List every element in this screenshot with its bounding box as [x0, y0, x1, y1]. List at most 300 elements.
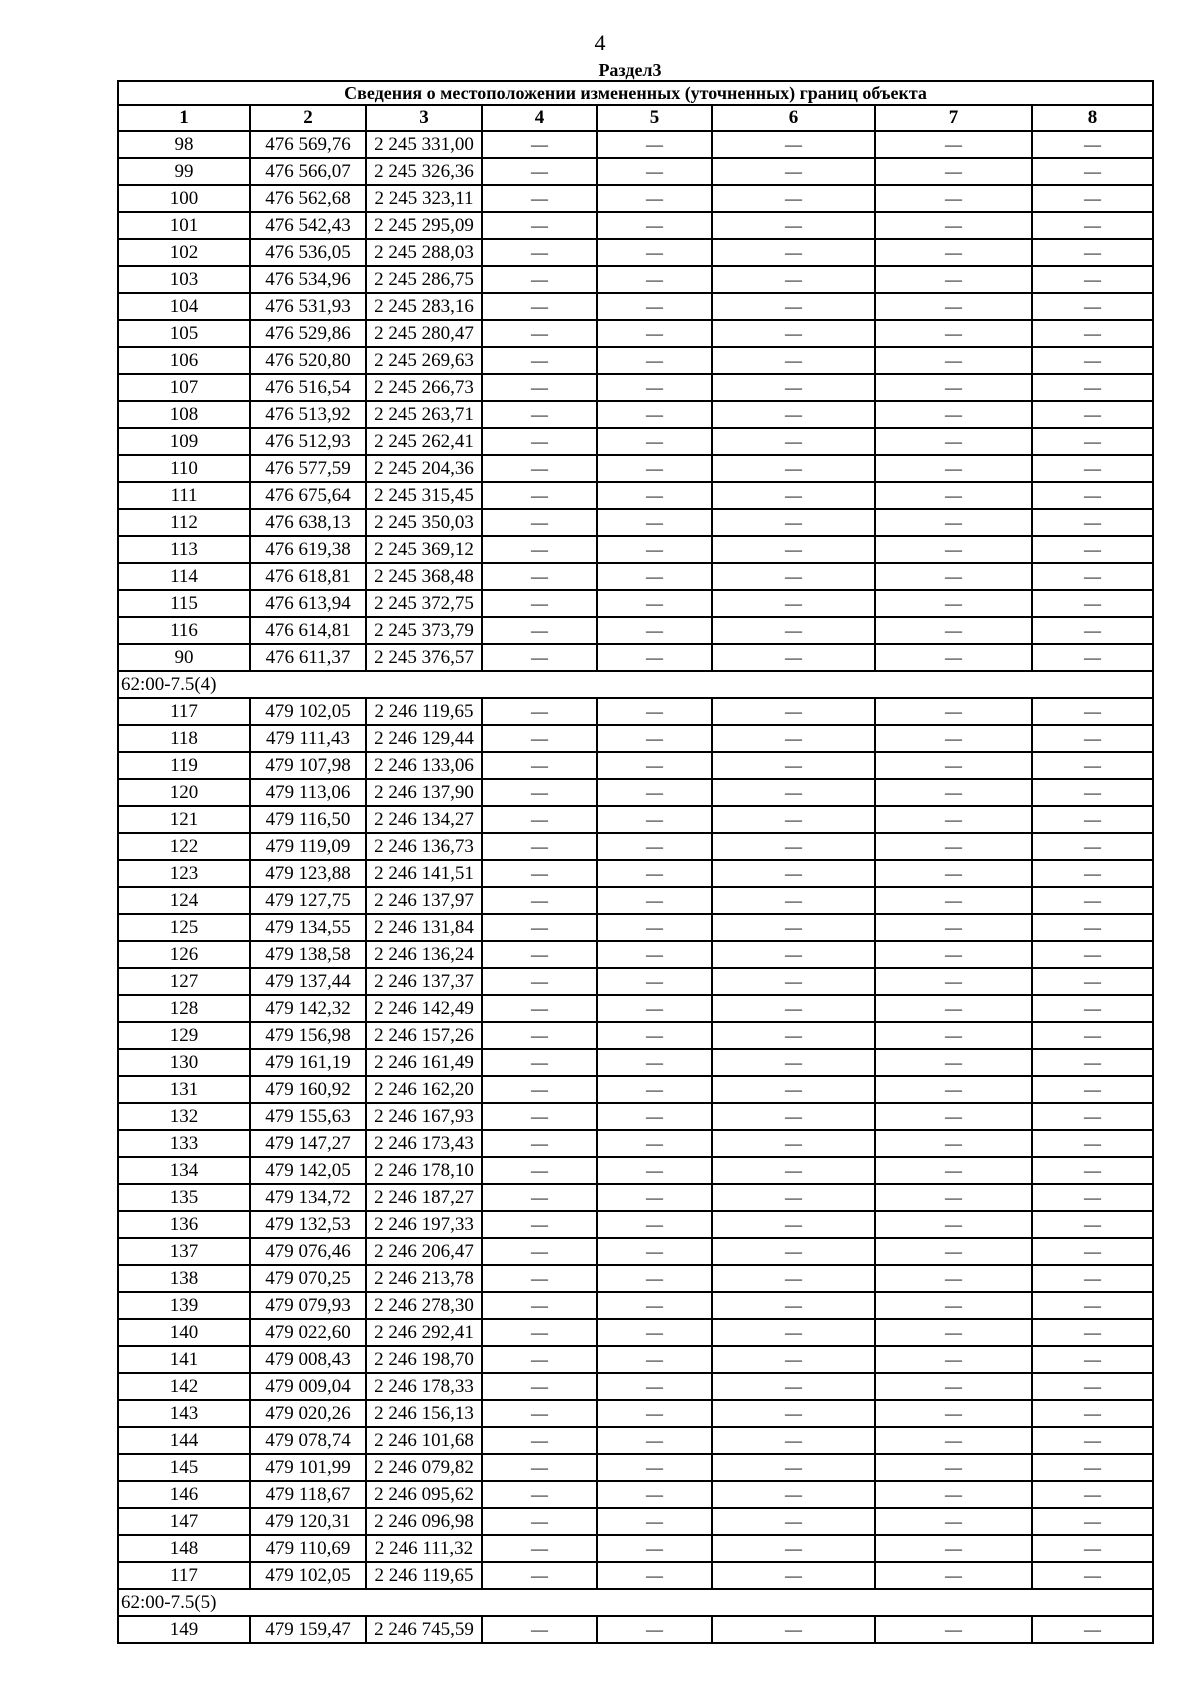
empty-value-dash: — [597, 1373, 712, 1400]
y-coordinate-cell: 2 245 368,48 [366, 563, 482, 590]
empty-value-dash: — [875, 887, 1032, 914]
empty-value-dash: — [875, 1076, 1032, 1103]
empty-value-dash: — [875, 1454, 1032, 1481]
point-number-cell: 104 [118, 293, 250, 320]
x-coordinate-cell: 479 142,05 [250, 1157, 366, 1184]
empty-value-dash: — [712, 887, 875, 914]
y-coordinate-cell: 2 245 372,75 [366, 590, 482, 617]
table-row [118, 1076, 1153, 1103]
empty-value-dash: — [712, 239, 875, 266]
empty-value-dash: — [482, 239, 597, 266]
x-coordinate-cell: 479 022,60 [250, 1319, 366, 1346]
empty-value-dash: — [597, 806, 712, 833]
empty-value-dash: — [1032, 1211, 1153, 1238]
point-number-cell: 109 [118, 428, 250, 455]
empty-value-dash: — [482, 1211, 597, 1238]
column-header: 6 [712, 105, 875, 131]
point-number-cell: 129 [118, 1022, 250, 1049]
empty-value-dash: — [597, 131, 712, 158]
x-coordinate-cell: 479 134,72 [250, 1184, 366, 1211]
x-coordinate-cell: 476 566,07 [250, 158, 366, 185]
empty-value-dash: — [875, 1373, 1032, 1400]
empty-value-dash: — [597, 860, 712, 887]
point-number-cell: 103 [118, 266, 250, 293]
empty-value-dash: — [712, 1130, 875, 1157]
empty-value-dash: — [875, 860, 1032, 887]
empty-value-dash: — [482, 1184, 597, 1211]
point-number-cell: 148 [118, 1535, 250, 1562]
empty-value-dash: — [482, 320, 597, 347]
empty-value-dash: — [712, 563, 875, 590]
column-number-row [118, 105, 1153, 131]
x-coordinate-cell: 479 159,47 [250, 1616, 366, 1643]
x-coordinate-cell: 476 562,68 [250, 185, 366, 212]
y-coordinate-cell: 2 246 141,51 [366, 860, 482, 887]
table-row [118, 374, 1153, 401]
x-coordinate-cell: 476 613,94 [250, 590, 366, 617]
point-number-cell: 127 [118, 968, 250, 995]
table-row [118, 644, 1153, 671]
empty-value-dash: — [875, 293, 1032, 320]
empty-value-dash: — [597, 158, 712, 185]
empty-value-dash: — [482, 563, 597, 590]
table-row [118, 1535, 1153, 1562]
empty-value-dash: — [482, 1427, 597, 1454]
table-row [118, 455, 1153, 482]
empty-value-dash: — [597, 1616, 712, 1643]
empty-value-dash: — [1032, 1427, 1153, 1454]
empty-value-dash: — [875, 1130, 1032, 1157]
empty-value-dash: — [712, 455, 875, 482]
table-row [118, 239, 1153, 266]
point-number-cell: 120 [118, 779, 250, 806]
empty-value-dash: — [712, 212, 875, 239]
table-row [118, 1157, 1153, 1184]
empty-value-dash: — [597, 1427, 712, 1454]
empty-value-dash: — [875, 941, 1032, 968]
empty-value-dash: — [597, 482, 712, 509]
empty-value-dash: — [597, 455, 712, 482]
x-coordinate-cell: 479 132,53 [250, 1211, 366, 1238]
empty-value-dash: — [482, 428, 597, 455]
y-coordinate-cell: 2 246 161,49 [366, 1049, 482, 1076]
page-number: 4 [594, 30, 606, 55]
x-coordinate-cell: 476 512,93 [250, 428, 366, 455]
point-number-cell: 90 [118, 644, 250, 671]
empty-value-dash: — [597, 887, 712, 914]
point-number-cell: 111 [118, 482, 250, 509]
empty-value-dash: — [597, 1535, 712, 1562]
empty-value-dash: — [482, 833, 597, 860]
empty-value-dash: — [712, 1400, 875, 1427]
empty-value-dash: — [875, 1535, 1032, 1562]
empty-value-dash: — [875, 1616, 1032, 1643]
empty-value-dash: — [712, 1427, 875, 1454]
y-coordinate-cell: 2 246 178,33 [366, 1373, 482, 1400]
point-number-cell: 100 [118, 185, 250, 212]
x-coordinate-cell: 476 516,54 [250, 374, 366, 401]
empty-value-dash: — [712, 617, 875, 644]
y-coordinate-cell: 2 246 198,70 [366, 1346, 482, 1373]
table-body [118, 131, 1153, 1643]
point-number-cell: 131 [118, 1076, 250, 1103]
empty-value-dash: — [875, 185, 1032, 212]
point-number-cell: 117 [118, 1562, 250, 1589]
empty-value-dash: — [597, 968, 712, 995]
empty-value-dash: — [597, 320, 712, 347]
empty-value-dash: — [482, 914, 597, 941]
x-coordinate-cell: 479 155,63 [250, 1103, 366, 1130]
x-coordinate-cell: 479 116,50 [250, 806, 366, 833]
empty-value-dash: — [597, 1184, 712, 1211]
empty-value-dash: — [1032, 941, 1153, 968]
empty-value-dash: — [1032, 239, 1153, 266]
empty-value-dash: — [1032, 401, 1153, 428]
point-number-cell: 114 [118, 563, 250, 590]
empty-value-dash: — [875, 779, 1032, 806]
empty-value-dash: — [597, 1130, 712, 1157]
empty-value-dash: — [875, 1400, 1032, 1427]
empty-value-dash: — [875, 1427, 1032, 1454]
empty-value-dash: — [875, 1238, 1032, 1265]
empty-value-dash: — [875, 752, 1032, 779]
y-coordinate-cell: 2 246 197,33 [366, 1211, 482, 1238]
point-number-cell: 135 [118, 1184, 250, 1211]
table-row [118, 347, 1153, 374]
x-coordinate-cell: 479 070,25 [250, 1265, 366, 1292]
empty-value-dash: — [1032, 1292, 1153, 1319]
point-number-cell: 147 [118, 1508, 250, 1535]
y-coordinate-cell: 2 246 095,62 [366, 1481, 482, 1508]
empty-value-dash: — [875, 968, 1032, 995]
empty-value-dash: — [597, 428, 712, 455]
point-number-cell: 116 [118, 617, 250, 644]
y-coordinate-cell: 2 246 292,41 [366, 1319, 482, 1346]
empty-value-dash: — [1032, 1346, 1153, 1373]
empty-value-dash: — [875, 266, 1032, 293]
table-row [118, 1508, 1153, 1535]
y-coordinate-cell: 2 245 288,03 [366, 239, 482, 266]
point-number-cell: 118 [118, 725, 250, 752]
empty-value-dash: — [482, 536, 597, 563]
point-number-cell: 136 [118, 1211, 250, 1238]
table-row [118, 590, 1153, 617]
empty-value-dash: — [712, 131, 875, 158]
table-row [118, 1238, 1153, 1265]
empty-value-dash: — [1032, 995, 1153, 1022]
table-row [118, 563, 1153, 590]
table-row [118, 131, 1153, 158]
x-coordinate-cell: 479 119,09 [250, 833, 366, 860]
y-coordinate-cell: 2 246 187,27 [366, 1184, 482, 1211]
empty-value-dash: — [482, 1616, 597, 1643]
y-coordinate-cell: 2 245 369,12 [366, 536, 482, 563]
empty-value-dash: — [712, 158, 875, 185]
y-coordinate-cell: 2 246 131,84 [366, 914, 482, 941]
empty-value-dash: — [482, 131, 597, 158]
point-number-cell: 144 [118, 1427, 250, 1454]
empty-value-dash: — [875, 1292, 1032, 1319]
x-coordinate-cell: 476 569,76 [250, 131, 366, 158]
empty-value-dash: — [1032, 509, 1153, 536]
empty-value-dash: — [712, 914, 875, 941]
table-row [118, 401, 1153, 428]
empty-value-dash: — [482, 860, 597, 887]
y-coordinate-cell: 2 246 101,68 [366, 1427, 482, 1454]
x-coordinate-cell: 479 076,46 [250, 1238, 366, 1265]
table-title: Сведения о местоположении измененных (уточненных) границ объекта [118, 81, 1153, 105]
x-coordinate-cell: 479 020,26 [250, 1400, 366, 1427]
empty-value-dash: — [1032, 752, 1153, 779]
empty-value-dash: — [597, 212, 712, 239]
empty-value-dash: — [597, 1238, 712, 1265]
empty-value-dash: — [875, 347, 1032, 374]
empty-value-dash: — [1032, 131, 1153, 158]
empty-value-dash: — [597, 1103, 712, 1130]
point-number-cell: 98 [118, 131, 250, 158]
table-row [118, 1292, 1153, 1319]
empty-value-dash: — [482, 1157, 597, 1184]
empty-value-dash: — [1032, 185, 1153, 212]
empty-value-dash: — [482, 644, 597, 671]
empty-value-dash: — [482, 1265, 597, 1292]
empty-value-dash: — [482, 1238, 597, 1265]
table-row [118, 509, 1153, 536]
empty-value-dash: — [482, 1319, 597, 1346]
table-row [118, 1454, 1153, 1481]
empty-value-dash: — [712, 266, 875, 293]
empty-value-dash: — [712, 860, 875, 887]
empty-value-dash: — [1032, 968, 1153, 995]
empty-value-dash: — [712, 482, 875, 509]
empty-value-dash: — [875, 1265, 1032, 1292]
point-number-cell: 112 [118, 509, 250, 536]
empty-value-dash: — [712, 1616, 875, 1643]
empty-value-dash: — [482, 698, 597, 725]
empty-value-dash: — [712, 1292, 875, 1319]
empty-value-dash: — [875, 590, 1032, 617]
point-number-cell: 117 [118, 698, 250, 725]
column-header: 1 [118, 105, 250, 131]
empty-value-dash: — [712, 536, 875, 563]
point-number-cell: 138 [118, 1265, 250, 1292]
empty-value-dash: — [482, 1454, 597, 1481]
empty-value-dash: — [482, 995, 597, 1022]
y-coordinate-cell: 2 245 269,63 [366, 347, 482, 374]
empty-value-dash: — [712, 1535, 875, 1562]
empty-value-dash: — [482, 185, 597, 212]
empty-value-dash: — [482, 266, 597, 293]
y-coordinate-cell: 2 245 280,47 [366, 320, 482, 347]
y-coordinate-cell: 2 246 142,49 [366, 995, 482, 1022]
point-number-cell: 142 [118, 1373, 250, 1400]
empty-value-dash: — [1032, 1049, 1153, 1076]
point-number-cell: 149 [118, 1616, 250, 1643]
empty-value-dash: — [875, 536, 1032, 563]
table-row [118, 1211, 1153, 1238]
column-header: 4 [482, 105, 597, 131]
table-row [118, 1616, 1153, 1643]
empty-value-dash: — [875, 1346, 1032, 1373]
table-row [118, 1319, 1153, 1346]
empty-value-dash: — [597, 185, 712, 212]
point-number-cell: 105 [118, 320, 250, 347]
empty-value-dash: — [597, 293, 712, 320]
x-coordinate-cell: 479 147,27 [250, 1130, 366, 1157]
empty-value-dash: — [1032, 1616, 1153, 1643]
empty-value-dash: — [482, 968, 597, 995]
empty-value-dash: — [1032, 428, 1153, 455]
empty-value-dash: — [597, 563, 712, 590]
y-coordinate-cell: 2 245 373,79 [366, 617, 482, 644]
empty-value-dash: — [875, 401, 1032, 428]
x-coordinate-cell: 479 142,32 [250, 995, 366, 1022]
empty-value-dash: — [597, 374, 712, 401]
x-coordinate-cell: 479 111,43 [250, 725, 366, 752]
empty-value-dash: — [482, 752, 597, 779]
empty-value-dash: — [482, 482, 597, 509]
y-coordinate-cell: 2 246 137,97 [366, 887, 482, 914]
empty-value-dash: — [597, 1454, 712, 1481]
y-coordinate-cell: 2 245 263,71 [366, 401, 482, 428]
empty-value-dash: — [875, 131, 1032, 158]
empty-value-dash: — [597, 1562, 712, 1589]
empty-value-dash: — [1032, 1022, 1153, 1049]
table-row [118, 1184, 1153, 1211]
point-number-cell: 125 [118, 914, 250, 941]
empty-value-dash: — [597, 266, 712, 293]
empty-value-dash: — [1032, 914, 1153, 941]
x-coordinate-cell: 476 675,64 [250, 482, 366, 509]
empty-value-dash: — [482, 779, 597, 806]
empty-value-dash: — [712, 833, 875, 860]
column-header: 2 [250, 105, 366, 131]
table-row [118, 1400, 1153, 1427]
point-number-cell: 128 [118, 995, 250, 1022]
empty-value-dash: — [1032, 1238, 1153, 1265]
empty-value-dash: — [482, 401, 597, 428]
empty-value-dash: — [1032, 482, 1153, 509]
x-coordinate-cell: 476 542,43 [250, 212, 366, 239]
empty-value-dash: — [875, 1211, 1032, 1238]
empty-value-dash: — [875, 806, 1032, 833]
y-coordinate-cell: 2 246 079,82 [366, 1454, 482, 1481]
empty-value-dash: — [712, 1211, 875, 1238]
empty-value-dash: — [482, 725, 597, 752]
empty-value-dash: — [482, 941, 597, 968]
table-row [118, 968, 1153, 995]
empty-value-dash: — [875, 320, 1032, 347]
empty-value-dash: — [712, 320, 875, 347]
empty-value-dash: — [712, 1319, 875, 1346]
point-number-cell: 146 [118, 1481, 250, 1508]
column-header: 5 [597, 105, 712, 131]
point-number-cell: 140 [118, 1319, 250, 1346]
empty-value-dash: — [712, 1076, 875, 1103]
table-row [118, 1103, 1153, 1130]
x-coordinate-cell: 476 536,05 [250, 239, 366, 266]
y-coordinate-cell: 2 246 134,27 [366, 806, 482, 833]
empty-value-dash: — [1032, 1508, 1153, 1535]
group-label-row [118, 671, 1153, 698]
group-label-row [118, 1589, 1153, 1616]
x-coordinate-cell: 476 619,38 [250, 536, 366, 563]
empty-value-dash: — [875, 428, 1032, 455]
group-label: 62:00-7.5(5) [118, 1589, 1153, 1616]
point-number-cell: 141 [118, 1346, 250, 1373]
y-coordinate-cell: 2 246 136,24 [366, 941, 482, 968]
table-row [118, 536, 1153, 563]
point-number-cell: 145 [118, 1454, 250, 1481]
empty-value-dash: — [875, 1319, 1032, 1346]
empty-value-dash: — [482, 158, 597, 185]
empty-value-dash: — [875, 914, 1032, 941]
empty-value-dash: — [1032, 779, 1153, 806]
empty-value-dash: — [1032, 212, 1153, 239]
point-number-cell: 124 [118, 887, 250, 914]
y-coordinate-cell: 2 245 326,36 [366, 158, 482, 185]
empty-value-dash: — [1032, 1184, 1153, 1211]
y-coordinate-cell: 2 245 331,00 [366, 131, 482, 158]
point-number-cell: 115 [118, 590, 250, 617]
y-coordinate-cell: 2 245 262,41 [366, 428, 482, 455]
point-number-cell: 108 [118, 401, 250, 428]
empty-value-dash: — [712, 1265, 875, 1292]
empty-value-dash: — [1032, 158, 1153, 185]
empty-value-dash: — [482, 1049, 597, 1076]
empty-value-dash: — [1032, 293, 1153, 320]
empty-value-dash: — [482, 887, 597, 914]
empty-value-dash: — [597, 1319, 712, 1346]
empty-value-dash: — [482, 1076, 597, 1103]
table-row [118, 1373, 1153, 1400]
empty-value-dash: — [597, 1265, 712, 1292]
y-coordinate-cell: 2 246 137,37 [366, 968, 482, 995]
y-coordinate-cell: 2 245 286,75 [366, 266, 482, 293]
empty-value-dash: — [597, 239, 712, 266]
empty-value-dash: — [597, 725, 712, 752]
y-coordinate-cell: 2 245 376,57 [366, 644, 482, 671]
table-row [118, 1049, 1153, 1076]
empty-value-dash: — [597, 833, 712, 860]
empty-value-dash: — [712, 752, 875, 779]
empty-value-dash: — [1032, 1265, 1153, 1292]
point-number-cell: 126 [118, 941, 250, 968]
empty-value-dash: — [482, 1481, 597, 1508]
empty-value-dash: — [1032, 1535, 1153, 1562]
empty-value-dash: — [1032, 1400, 1153, 1427]
group-label: 62:00-7.5(4) [118, 671, 1153, 698]
empty-value-dash: — [1032, 1481, 1153, 1508]
empty-value-dash: — [875, 563, 1032, 590]
empty-value-dash: — [482, 1130, 597, 1157]
empty-value-dash: — [1032, 536, 1153, 563]
table-row [118, 617, 1153, 644]
empty-value-dash: — [482, 1400, 597, 1427]
column-header: 7 [875, 105, 1032, 131]
table-row [118, 1562, 1153, 1589]
empty-value-dash: — [597, 1022, 712, 1049]
empty-value-dash: — [1032, 644, 1153, 671]
table-row [118, 1022, 1153, 1049]
empty-value-dash: — [482, 293, 597, 320]
empty-value-dash: — [597, 779, 712, 806]
x-coordinate-cell: 476 638,13 [250, 509, 366, 536]
empty-value-dash: — [712, 1562, 875, 1589]
empty-value-dash: — [597, 590, 712, 617]
y-coordinate-cell: 2 246 745,59 [366, 1616, 482, 1643]
empty-value-dash: — [875, 158, 1032, 185]
